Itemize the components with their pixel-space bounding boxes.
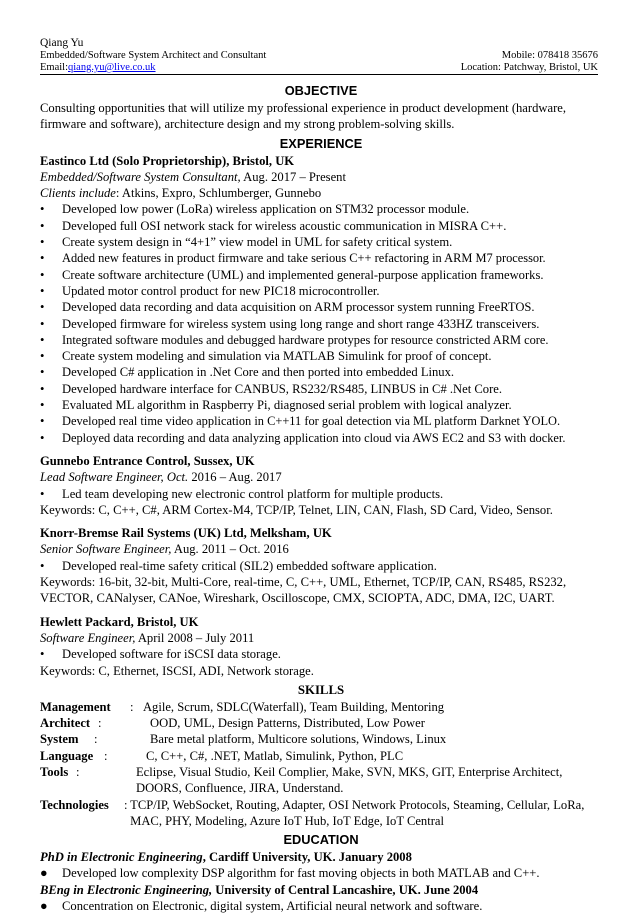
education-entry <box>40 849 602 865</box>
job-bullet-list <box>40 486 602 502</box>
job-clients-label: Clients include <box>40 186 116 201</box>
education-school: University of Central Lancashire, UK. June 2004 <box>212 882 479 897</box>
objective-text: Consulting opportunities that will utilize my professional experience in product development (hardware, firmware and software), architecture design and my strong problem-solving skills. <box>40 101 567 132</box>
resume-body <box>40 80 602 914</box>
email-label: Email: <box>40 62 68 73</box>
skill-row: System : Bare metal platform, Multicore solutions, Windows, Linux <box>40 732 447 747</box>
job-company: Knorr-Bremse Rail Systems (UK) Ltd, Melksham, UK <box>40 526 332 541</box>
list-item: ● Developed low complexity DSP algorithm for fast moving objects in both MATLAB and C++. <box>40 866 540 881</box>
job-clients-line <box>40 185 602 201</box>
experience-heading: EXPERIENCE <box>279 135 363 151</box>
job-role-line <box>40 169 602 185</box>
job-bullet-list <box>40 646 602 662</box>
education-entry <box>40 882 602 898</box>
skill-row: Management : Agile, Scrum, SDLC(Waterfall), Team Building, Mentoring <box>40 699 445 714</box>
job-role: Embedded/Software System Consultant, <box>40 169 241 184</box>
email-link[interactable]: qiang.yu@live.co.uk <box>68 62 156 73</box>
list-item: • Integrated software modules and debugged hardware protypes for resource constricted ARM core. <box>40 332 549 347</box>
candidate-mobile: Mobile: 078418 35676 <box>501 50 598 61</box>
list-item: • Updated motor control product for new PIC18 microcontroller. <box>40 283 380 298</box>
job-role-line <box>40 469 602 485</box>
education-bullet-list <box>40 865 602 881</box>
header-row-contact <box>40 62 598 74</box>
education-bullet-list <box>40 898 602 914</box>
list-item: • Developed low power (LoRa) wireless application on STM32 processor module. <box>40 202 470 217</box>
list-item: • Developed full OSI network stack for wireless acoustic communication in MISRA C++. <box>40 218 507 233</box>
job-keywords: Keywords: C, C++, C#, ARM Cortex-M4, TCP/IP, Telnet, LIN, CAN, Flash, SD Card, Video, Sensor. <box>40 502 553 517</box>
education-heading: EDUCATION <box>283 832 359 848</box>
candidate-role: Embedded/Software System Architect and Consultant <box>40 50 267 61</box>
list-item: • Added new features in product firmware and take serious C++ refactoring in ARM M7 processor. <box>40 251 546 266</box>
job-dates: Aug. 2011 – Oct. 2016 <box>171 542 289 557</box>
job-role: Lead Software Engineer, Oct. <box>40 470 189 485</box>
list-item: ● Concentration on Electronic, digital system, Artificial neural network and software. <box>40 899 483 914</box>
skills-heading: SKILLS <box>297 682 345 697</box>
list-item: • Developed real time video application in C++11 for goal detection via ML platform Darknet YOLO. <box>40 414 561 429</box>
candidate-name: Qiang Yu <box>40 37 84 49</box>
job-bullet-list <box>40 558 602 574</box>
header-divider <box>40 74 598 75</box>
education-degree: PhD in Electronic Engineering <box>40 850 203 865</box>
education-school: , Cardiff University, UK. January 2008 <box>202 850 412 865</box>
list-item: • Developed firmware for wireless system using long range and short range 433HZ transceivers. <box>40 316 540 331</box>
job-company: Gunnebo Entrance Control, Sussex, UK <box>40 453 255 468</box>
job-dates: Aug. 2017 – Present <box>240 169 346 184</box>
candidate-email-wrap <box>40 62 156 74</box>
job-role: Software Engineer, <box>40 630 136 645</box>
candidate-location: Location: Patchway, Bristol, UK <box>460 62 598 73</box>
list-item: • Developed software for iSCSI data storage. <box>40 647 281 662</box>
job-company: Eastinco Ltd (Solo Proprietorship), Bristol, UK <box>40 153 295 168</box>
job-role: Senior Software Engineer, <box>40 542 172 557</box>
list-item: • Developed real-time safety critical (SIL2) embedded software application. <box>40 558 437 573</box>
job-keywords: Keywords: C, Ethernet, ISCSI, ADI, Network storage. <box>40 663 314 678</box>
job-clients: : Atkins, Expro, Schlumberger, Gunnebo <box>115 186 322 201</box>
job-bullet-list <box>40 201 602 445</box>
list-item: • Create system modeling and simulation via MATLAB Simulink for proof of concept. <box>40 349 492 364</box>
skill-row: Architect : OOD, UML, Design Patterns, Distributed, Low Power <box>40 716 425 731</box>
list-item: • Create software architecture (UML) and implemented general-purpose application frameworks. <box>40 267 544 282</box>
job-role-line <box>40 630 602 646</box>
job-dates: 2016 – Aug. 2017 <box>188 470 282 485</box>
skill-row: Language : C, C++, C#, .NET, Matlab, Simulink, Python, PLC <box>40 748 404 763</box>
objective-heading: OBJECTIVE <box>284 83 358 98</box>
job-role-line <box>40 541 602 557</box>
list-item: • Developed C# application in .Net Core and then ported into embedded Linux. <box>40 365 455 380</box>
skill-row: Technologies : TCP/IP, WebSocket, Routing, Adapter, OSI Network Protocols, Steaming, Cellular, LoRa, MAC, PHY, Modeling, Azure IoT Hub, IoT Edge, IoT Central <box>40 797 585 828</box>
list-item: • Led team developing new electronic control platform for multiple products. <box>40 486 444 501</box>
list-item: • Evaluated ML algorithm in Raspberry Pi, diagnosed serial problem with logical analyzer. <box>40 398 512 413</box>
job-dates: April 2008 – July 2011 <box>135 630 255 645</box>
education-degree: BEng in Electronic Engineering, <box>40 882 213 897</box>
header-row-role <box>40 50 598 62</box>
list-item: • Developed hardware interface for CANBUS, RS232/RS485, LINBUS in C# .Net Core. <box>40 381 503 396</box>
job-keywords: Keywords: 16-bit, 32-bit, Multi-Core, real-time, C, C++, UML, Ethernet, TCP/IP, CAN, RS485, RS232, VECTOR, CANalyser, CANoe, Wireshark, Oscilloscope, CMX, SCIOPTA, ADC, DMA, I2C, UART. <box>40 575 567 606</box>
list-item: • Developed data recording and data acquisition on ARM processor system running FreeRTOS. <box>40 300 535 315</box>
skill-row: Tools : Eclipse, Visual Studio, Keil Complier, Make, SVN, MKS, GIT, Enterprise Architect, DOORS, Confluence, JIRA, Understand. <box>40 764 563 796</box>
list-item: • Deployed data recording and data analyzing application into cloud via AWS EC2 and S3 with docker. <box>40 430 566 445</box>
list-item: • Create system design in “4+1” view model in UML for safety critical system. <box>40 235 453 250</box>
job-company: Hewlett Packard, Bristol, UK <box>40 614 199 629</box>
